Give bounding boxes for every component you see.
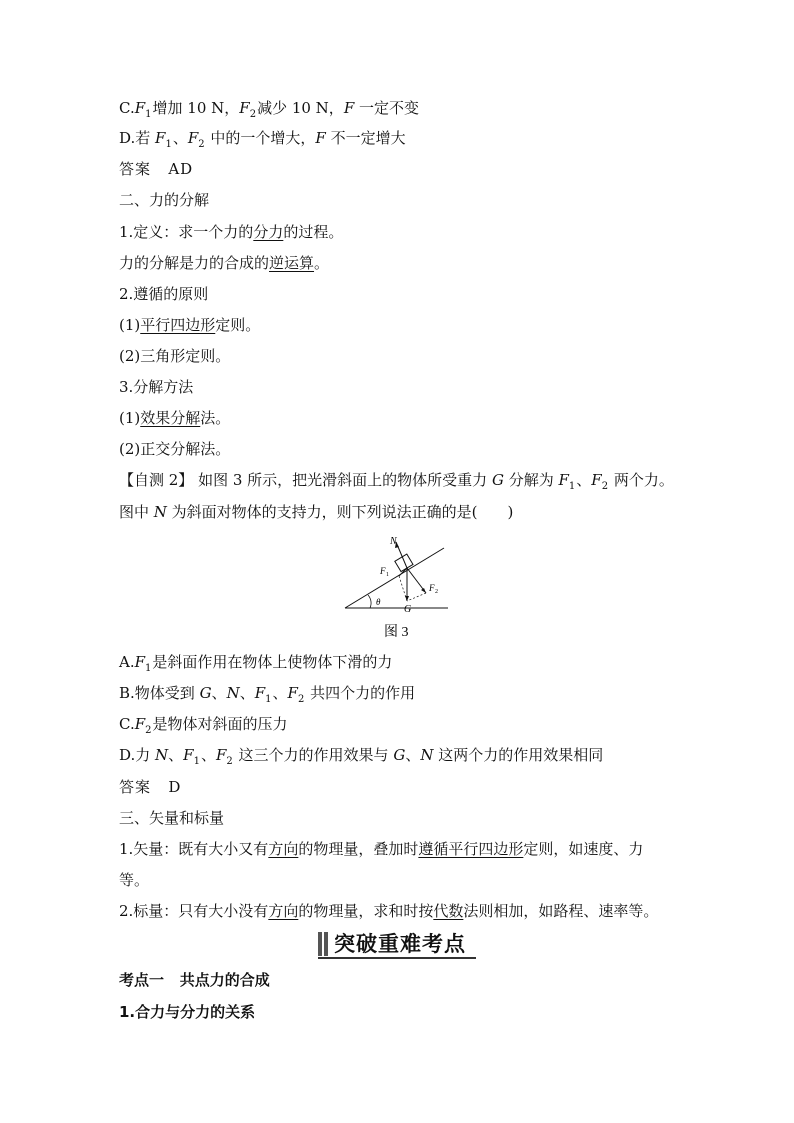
answer-2: 答案 D [119,778,182,796]
label-f2: F [429,583,435,593]
option-d-prev: D.若 $F_1$、$F_2$ 中的一个增大，F 不一定增大 [119,129,406,150]
incline-line [345,548,444,608]
method-heading: 3.分解方法 [119,378,194,396]
vector-definition-cont: 等。 [119,871,150,889]
question-line-1: 【自测 2】 如图 3 所示，把光滑斜面上的物体所受重力 G 分解为 $F_1$、$F_2$ 两个力。 [119,471,674,492]
subheading-1: 1.合力与分力的关系 [119,1003,256,1021]
section-banner: 突破重难考点 [318,929,476,959]
principle-heading: 2.遵循的原则 [119,285,209,303]
vector-definition: 1.矢量：既有大小又有方向的物理量，叠加时遵循平行四边形定则，如速度、力 [119,840,644,858]
principle-1: (1)平行四边形定则。 [119,316,261,334]
question-line-2: 图中 N 为斜面对物体的支持力，则下列说法正确的是( ) [119,503,514,521]
theta-arc [368,595,371,608]
kaodian-heading: 考点一 共点力的合成 [119,971,270,989]
section-3-heading: 三、矢量和标量 [119,809,225,827]
incline-force-diagram [340,530,455,645]
figure-caption: 图 3 [384,625,409,640]
section-2-heading: 二、力的分解 [119,191,210,209]
method-1: (1)效果分解法。 [119,409,231,427]
label-f2-sub: 2 [435,589,438,595]
label-g: G [404,604,412,615]
dashed-line-2 [407,593,426,601]
option-c-prev: $C.F_1$增加 10 N，$F_2$减少 10 N，F 一定不变 [119,99,420,120]
answer-1: 答案 AD [119,160,194,178]
definition: 1.定义：求一个力的分力的过程。 [119,223,344,241]
label-n: N [390,536,397,547]
scalar-definition: 2.标量：只有大小没有方向的物理量，求和时按代数法则相加，如路程、速率等。 [119,902,659,920]
option-b: B.物体受到 G、N、$F_1$、$F_2$ 共四个力的作用 [119,684,416,705]
option-c: $C.F_2$是物体对斜面的压力 [119,715,288,736]
method-2: (2)正交分解法。 [119,440,231,458]
principle-2: (2)三角形定则。 [119,347,231,365]
label-f1-sub: 1 [386,572,389,578]
option-d: D.力 N、$F_1$、$F_2$ 这三个力的作用效果与 G、N 这两个力的作用效果相同 [119,746,604,767]
label-f1: F [380,566,386,576]
option-a: $A.F_1$是斜面作用在物体上使物体下滑的力 [119,653,393,674]
label-theta: θ [376,597,381,607]
inverse-operation: 力的分解是力的合成的逆运算。 [119,254,330,272]
